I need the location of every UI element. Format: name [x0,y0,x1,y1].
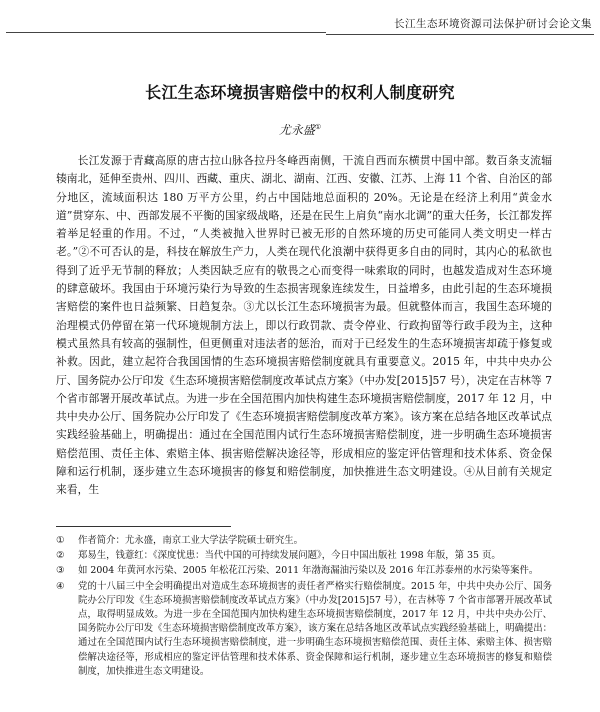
header-rule-right [326,34,594,35]
article-title: 长江生态环境损害赔偿中的权利人制度研究 [145,83,455,102]
footnote-mark: ② [56,550,65,562]
footnote-text: 如 2004 年黄河水污染、2005 年松花江污染、2011 年渤海漏油污染以及 2016 年江苏泰州的水污染等案件。 [78,565,539,577]
footnote-mark: ① [56,535,65,546]
footnote-3 [56,564,552,578]
footnotes [56,534,552,680]
footnote-2 [56,549,552,563]
footnote-mark: ③ [56,565,65,577]
author-line [0,121,600,138]
footnote-text: 郑易生，钱薏红：《深度忧患：当代中国的可持续发展问题》，今日中国出版社 1998 年版，第 35 页。 [78,550,501,562]
footnote-separator [56,526,231,527]
article-body [56,152,552,500]
author-footnote-mark: ① [314,123,322,131]
footnote-text: 作者简介：尤永盛，南京工业大学法学院硕士研究生。 [78,535,304,546]
footnote-mark: ④ [56,580,65,592]
body-paragraph: 长江发源于青藏高原的唐古拉山脉各拉丹冬峰西南侧，干流自西而东横贯中国中部。数百条支流辐辏南北，延伸至贵州、四川、西藏、重庆、湖北、湖南、江西、安徽、江苏、上海 11 个省、自治区的部分地区，流域面积达 180 万平方公里，约占中国陆地总面积的 20%。无论是在经济上利用“黄金水道”贯穿东、中、西部发展不平衡的国家级战略，还是在民生上肩负“南水北调”的重大任务，长江都发挥着举足轻重的作用。不过，“人类被抛入世界时已被无形的自然环境的历史可能同人类文明史一样古老。”②不可否认的是，科技在解放生产力，人类在现代化浪潮中获得更多自由的同时，其内心的私欲也得到了近乎无节制的释放；人类因缺乏应有的敬畏之心而变得一味索取的同时，也越发造成对生态环境的肆意破坏。我国由于环境污染行为导致的生态损害现象连续发生，日益增多，由此引起的生态环境损害赔偿的案件也日益频繁、日趋复杂。③尤以长江生态环境损害为最。但就整体而言，我国生态环境的治理模式仍停留在第一代环境规制方法上，即以行政罚款、责令停业、行政拘留等行政手段为主，这种模式虽然具有较高的强制性，但更侧重对违法者的惩治，而对于已经发生的生态环境损害却疏于修复或补救。因此，建立起符合我国国情的生态环境损害赔偿制度就具有重要意义。2015 年，中共中央办公厅、国务院办公厅印发《生态环境损害赔偿制度改革试点方案》（中办发[2015]57 号），决定在吉林等 7 个省市部署开展改革试点。为进一步在全国范围内加快构建生态环境损害赔偿制度，2017 年 12 月，中共中央办公厅、国务院办公厅印发了《生态环境损害赔偿制度改革方案》。该方案在总结各地区改革试点实践经验基础上，明确提出：通过在全国范围内试行生态环境损害赔偿制度，进一步明确生态环境损害赔偿范围、责任主体、索赔主体、损害赔偿解决途径等，形成相应的鉴定评估管理和技术体系、资金保障和运行机制，逐步建立生态环境损害的修复和赔偿制度，加快推进生态文明建设。④从目前有关规定来看，生 [56,154,552,497]
footnote-text: 党的十八届三中全会明确提出对造成生态环境损害的责任者严格实行赔偿制度。2015 年，中共中央办公厅、国务院办公厅印发《生态环境损害赔偿制度改革试点方案》（中办发[2015]57 号），在吉林等 7 个省市部署开展改革试点，取得明显成效。为进一步在全国范围内加快构建生态环境损害赔偿制度，2017 年 12 月，中共中央办公厅、国务院办公厅印发《生态环境损害赔偿制度改革方案》，该方案在总结各地区改革试点实践经验基础上，明确提出：通过在全国范围内试行生态环境损害赔偿制度，进一步明确生态环境损害赔偿范围、责任主体、索赔主体、损害赔偿解决途径等，形成相应的鉴定评估管理和技术体系、资金保障和运行机制，逐步建立生态环境损害的修复和赔偿制度，加快推进生态文明建设。 [78,580,552,677]
footnote-1 [56,534,552,548]
author-name: 尤永盛 [278,123,315,137]
running-title: 长江生态环境资源司法保护研讨会论文集 [394,18,592,30]
page-header [0,14,600,38]
footnote-4 [56,580,552,679]
header-rule-left [6,32,326,33]
